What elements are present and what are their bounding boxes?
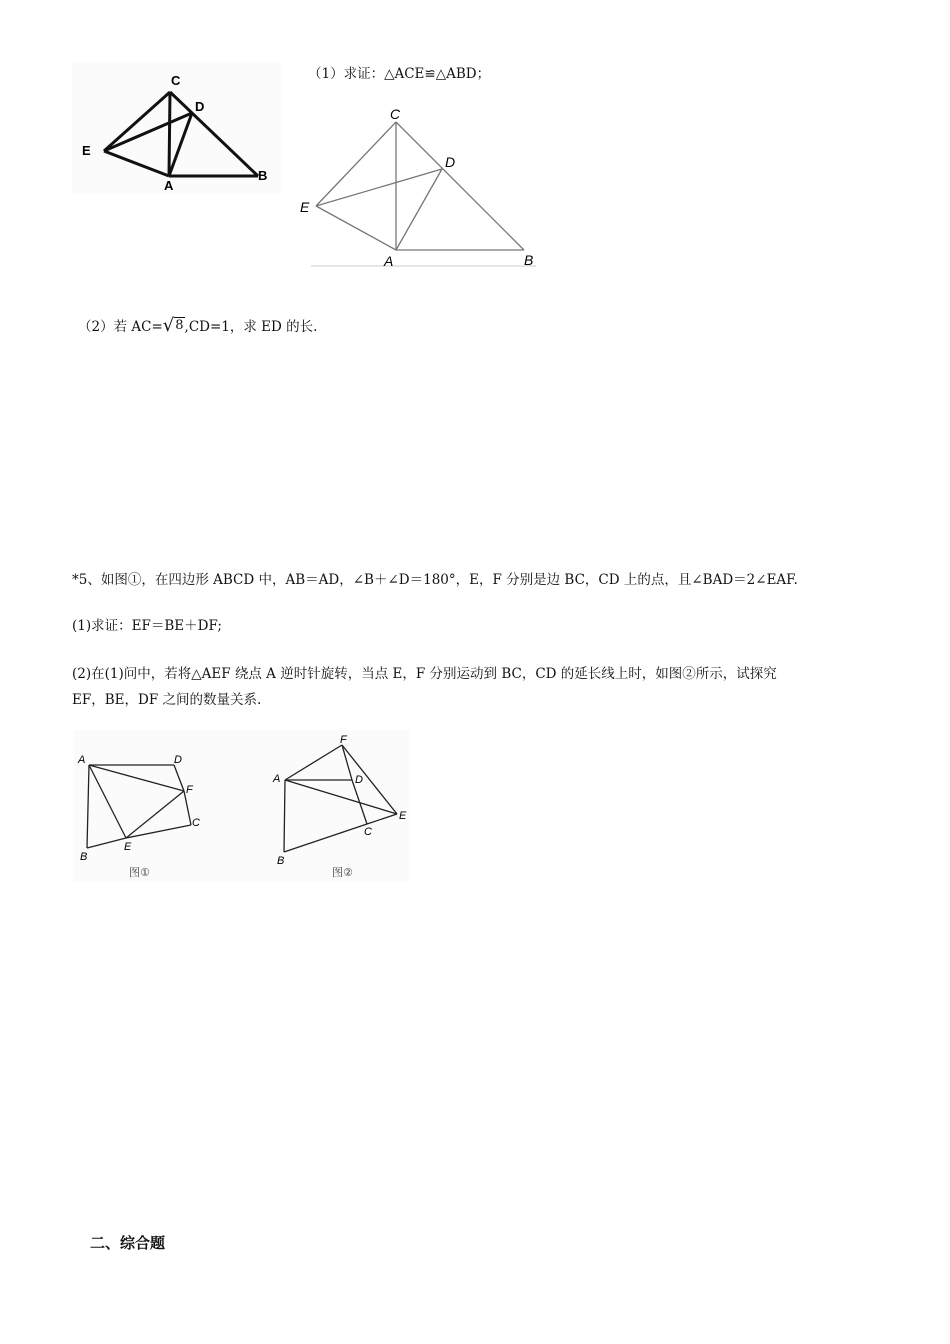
problem5-stem: *5、如图①，在四边形 ABCD 中，AB＝AD，∠B＋∠D＝180°，E，F 分别是边 BC，CD 上的点，且∠BAD＝2∠EAF. — [72, 572, 798, 588]
segment-CE — [104, 92, 170, 151]
label-B: B — [258, 168, 268, 183]
label-B: B — [524, 252, 534, 268]
sqrt-radicand: 8 — [175, 318, 184, 333]
triangle-figure-small — [72, 62, 282, 194]
fig1-label-D: D — [174, 754, 182, 766]
fig1-label-F: F — [186, 784, 193, 796]
segment-EA — [316, 206, 396, 250]
quadrilateral-figures — [74, 730, 410, 882]
fig1-label-A: A — [78, 754, 86, 766]
radical-sign-icon: √ — [162, 315, 175, 336]
problem5-part2-line2: EF，BE，DF 之间的数量关系. — [72, 692, 262, 708]
fig1-label-E: E — [124, 841, 132, 853]
fig2-label-D: D — [355, 774, 363, 786]
problem5-part2-line1: (2)在(1)问中，若将△AEF 绕点 A 逆时针旋转，当点 E，F 分别运动到 BC，CD 的延长线上时，如图②所示，试探究 — [72, 666, 777, 682]
label-C: C — [171, 73, 181, 88]
fig2-label-B: B — [277, 855, 285, 867]
segment-BC — [396, 122, 524, 250]
fig2-label-F: F — [340, 734, 347, 746]
problem5-part1: (1)求证：EF＝BE＋DF; — [72, 618, 222, 634]
segment-CE — [316, 122, 396, 206]
triangle-figure-large — [296, 100, 546, 272]
figure2-lines — [284, 745, 397, 852]
segment-EA — [104, 151, 169, 176]
fig1-label-C: C — [192, 817, 200, 829]
segment-ED — [316, 169, 442, 206]
fig2-label-C: C — [364, 826, 372, 838]
problem4-figure-small — [72, 62, 282, 194]
problem4-part2 — [78, 316, 317, 338]
fig1-label-B: B — [80, 851, 88, 863]
problem4-figure-large — [296, 100, 546, 272]
label-A: A — [384, 253, 394, 269]
sqrt-expression — [163, 316, 185, 338]
problem4-part1: （1）求证：△ACE≌△ABD； — [308, 66, 491, 82]
label-D: D — [445, 154, 456, 170]
label-A: A — [164, 178, 174, 193]
part2-suffix: ,CD=1，求 ED 的长. — [184, 319, 318, 335]
part2-prefix: （2）若 AC= — [78, 319, 163, 335]
label-D: D — [195, 99, 205, 114]
label-E: E — [82, 143, 91, 158]
section-heading: 二、综合题 — [90, 1234, 166, 1252]
label-C: C — [390, 106, 401, 122]
fig2-caption: 图② — [332, 867, 353, 879]
problem5-figures — [74, 730, 410, 882]
segment-CA — [169, 92, 170, 176]
fig2-label-A: A — [273, 773, 281, 785]
fig2-label-E: E — [399, 810, 407, 822]
label-E: E — [300, 199, 310, 215]
fig1-caption: 图① — [129, 867, 150, 879]
figure1-lines — [87, 765, 191, 848]
